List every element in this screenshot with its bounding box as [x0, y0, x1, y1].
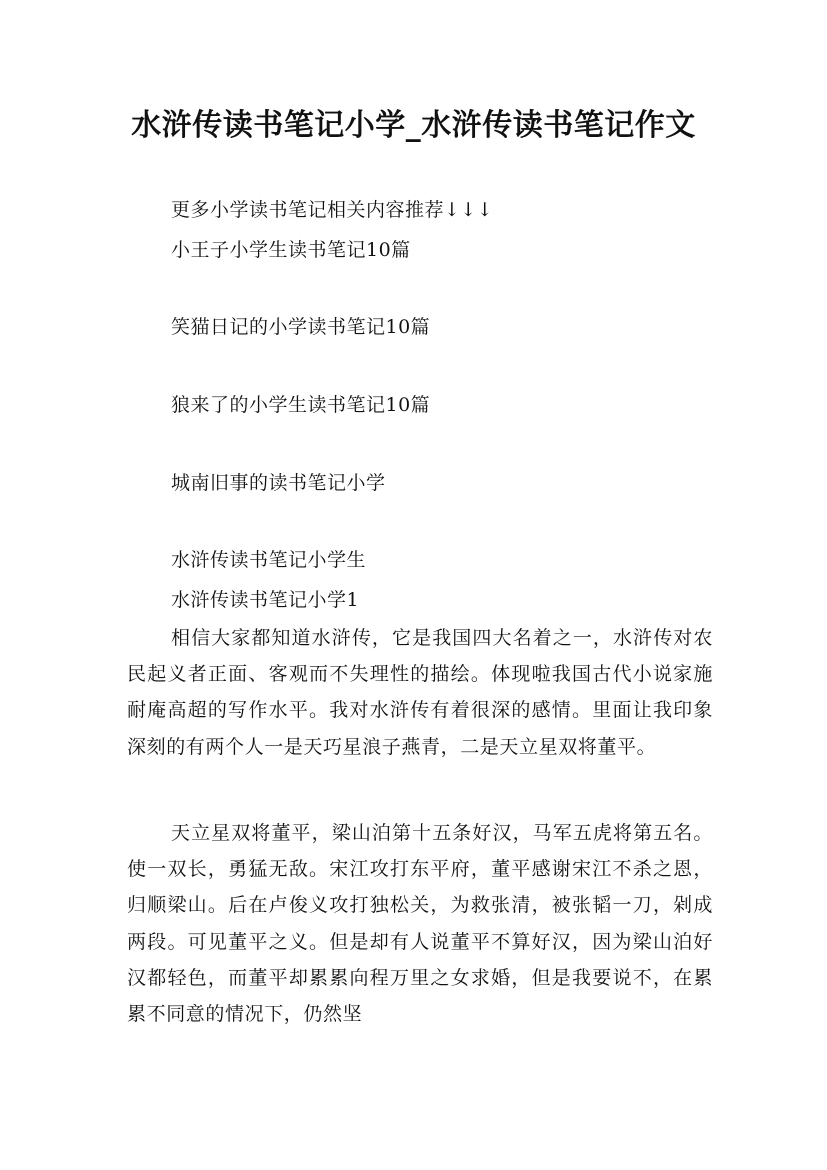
- body-paragraph-2: 天立星双将董平，梁山泊第十五条好汉，马军五虎将第五名。使一双长，勇猛无敌。宋江攻打东平府，董平感谢宋江不杀之恩，归顺梁山。后在卢俊义攻打独松关，为救张清，被张韬一刀，剁成两段。可见董平之义。但是却有人说董平不算好汉，因为梁山泊好汉都轻色，而董平却累累向程万里之女求婚，但是我要说不，在累累不同意的情况下，仍然坚: [127, 822, 713, 1026]
- recommendation-link-3[interactable]: 狼来了的小学生读书笔记10篇: [171, 394, 431, 416]
- page-title: 水浒传读书笔记小学_水浒传读书笔记作文: [131, 108, 696, 143]
- recommendation-link-1[interactable]: 小王子小学生读书笔记10篇: [171, 239, 411, 261]
- body-paragraph-1: 相信大家都知道水浒传，它是我国四大名着之一，水浒传对农民起义者正面、客观而不失理性的描绘。体现啦我国古代小说家施耐庵高超的写作水平。我对水浒传有着很深的感情。里面让我印象深刻的有两个人一是天巧星浪子燕青，二是天立星双将董平。: [127, 627, 713, 758]
- recommendation-link-2[interactable]: 笑猫日记的小学读书笔记10篇: [171, 316, 431, 338]
- recommend-heading: 更多小学读书笔记相关内容推荐↓↓↓: [171, 199, 494, 221]
- section-heading: 水浒传读书笔记小学生: [171, 549, 367, 571]
- article-heading: 水浒传读书笔记小学1: [171, 589, 360, 611]
- recommendation-link-4[interactable]: 城南旧事的读书笔记小学: [171, 472, 386, 494]
